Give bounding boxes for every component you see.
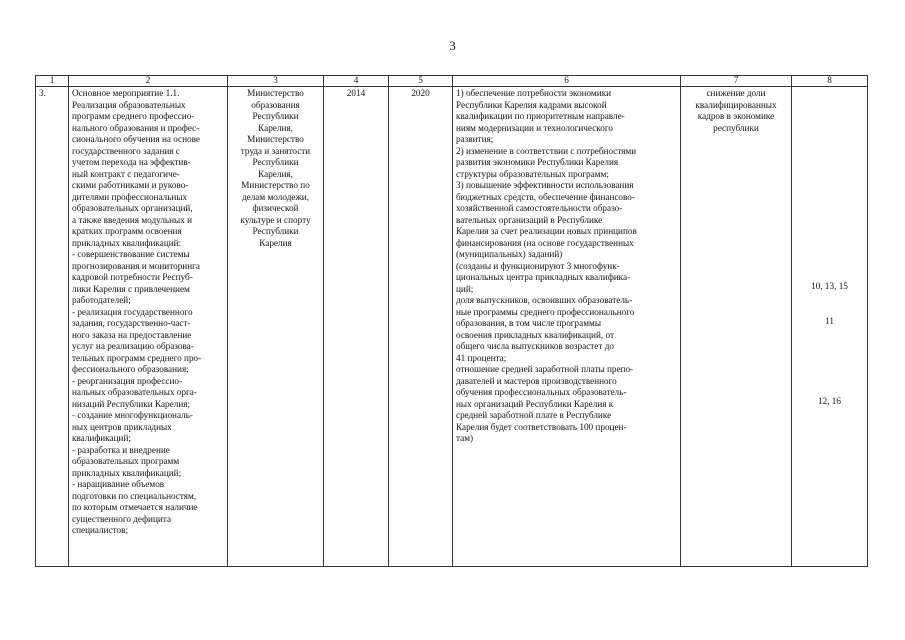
text-line: - совершенствование системы — [72, 249, 190, 259]
text-line: Реализация образовательных — [72, 99, 186, 110]
text-line: Карелия — [259, 237, 292, 248]
text-line: - наращивание объемов — [72, 479, 165, 489]
text-line: низаций Республики Карелия; — [72, 398, 191, 409]
text-line: развития; — [456, 134, 494, 144]
text-line: (муниципальных) заданий) — [456, 249, 563, 259]
text-line: ные программы среднего профессионального — [456, 306, 635, 317]
text-line: средней заработной плате в Республике — [456, 410, 612, 420]
text-line: скими работниками и руково- — [72, 180, 189, 190]
header-cell-3: 3 — [228, 76, 324, 87]
text-line: работодателей; — [72, 295, 131, 305]
page-number: 3 — [449, 38, 456, 53]
text-line: Министерство — [247, 88, 304, 98]
text-line: дителями профессиональных — [72, 191, 188, 202]
header-cell-2: 2 — [69, 76, 228, 87]
text-line: существенного дефицита — [72, 513, 172, 524]
end-year: 2020 — [389, 87, 453, 567]
text-line: кадров в экономике — [697, 111, 775, 121]
text-line: нальных образовательных орга- — [72, 387, 197, 397]
indicator-ref: 12, 16 — [818, 396, 841, 406]
expected-results — [453, 87, 681, 567]
text-line: кратких программ освоения — [72, 226, 182, 236]
text-line: кадровой потребности Респуб- — [72, 272, 193, 282]
responsible-executors — [228, 87, 324, 567]
text-line: физической — [252, 203, 299, 213]
text-line: - разработка и внедрение — [72, 444, 170, 455]
text-line: квалификации по приоритетным направле- — [456, 111, 625, 121]
text-line: хозяйственной самостоятельности образо- — [456, 203, 623, 213]
text-line: Республики — [252, 226, 299, 236]
text-line: отношение средней заработной платы препо- — [456, 364, 634, 374]
text-line: специалистов; — [72, 525, 129, 535]
text-line: Карелия будет соответствовать 100 процен- — [456, 421, 627, 432]
text-line: прикладных квалификаций; — [72, 467, 182, 478]
text-line: - реализация государственного — [72, 306, 193, 317]
text-line: а также введения модульных и — [72, 214, 193, 225]
text-line: обучения профессиональных образователь- — [456, 387, 627, 397]
consequences-of-non-implementation — [681, 87, 792, 567]
text-line: прикладных квалификаций: — [72, 237, 182, 248]
text-line: вательных организаций в Республике — [456, 214, 603, 225]
text-line: квалификаций; — [72, 433, 131, 443]
text-line: 3) повышение эффективности использования — [456, 180, 634, 190]
text-line: бюджетных средств, обеспечение финансово- — [456, 191, 635, 202]
text-line: Министерство по — [241, 180, 310, 190]
text-line: ного заказа на предоставление — [72, 329, 192, 340]
text-line: Республики — [252, 157, 299, 167]
text-line: образовательных организаций, — [72, 203, 193, 213]
text-line: Республики — [252, 111, 299, 121]
text-line: труда и занятости — [240, 145, 311, 156]
text-line: сионального обучения на основе — [72, 134, 201, 144]
text-line: там) — [456, 433, 474, 443]
text-line: развития экономики Республики Карелия — [456, 157, 619, 167]
text-line: фессионального образования; — [72, 364, 189, 374]
text-line: Республики Карелия кадрами высокой — [456, 99, 607, 110]
row-number: 3. — [36, 87, 69, 567]
text-line: квалифицированных — [695, 99, 777, 110]
text-line: (созданы и функционируют 3 многофунк- — [456, 260, 620, 271]
text-line: услуг на реализацию образова- — [72, 341, 194, 351]
text-line: давателей и мастеров производственного — [456, 375, 617, 386]
text-line: подготовки по специальностям, — [72, 490, 197, 501]
text-line: 41 процента; — [456, 352, 507, 363]
header-cell-6: 6 — [453, 76, 681, 87]
text-line: тельных программ среднего про- — [72, 352, 202, 363]
measure-description — [69, 87, 228, 567]
text-line: доля выпускников, освоивших образователь- — [456, 295, 633, 305]
text-line: 2) изменение в соответствии с потребностями — [456, 145, 637, 156]
text-line: - реорганизация профессио- — [72, 375, 183, 386]
header-row — [36, 76, 868, 87]
text-line: - создание многофункциональ- — [72, 410, 193, 420]
text-line: задания, государственно-част- — [72, 318, 191, 328]
text-line: ниям модернизации и технологического — [456, 122, 614, 133]
text-line: Карелия за счет реализации новых принципов — [456, 226, 637, 236]
text-line: ций; — [456, 283, 474, 294]
text-line: прогнозирования и мониторинга — [72, 260, 200, 271]
text-line: ный контракт с педагогиче- — [72, 168, 180, 179]
header-cell-8: 8 — [792, 76, 868, 87]
text-line: структуры образовательных программ; — [456, 168, 609, 179]
text-line: культуре и спорту — [240, 214, 311, 225]
text-line: Карелия, — [258, 122, 293, 133]
indicator-ref: 10, 13, 15 — [811, 281, 848, 291]
text-line: ных центров прикладных — [72, 421, 172, 432]
text-line: образовательных программ — [72, 456, 180, 466]
text-line: общего числа выпускников возрастет до — [456, 341, 614, 351]
header-cell-7: 7 — [681, 76, 792, 87]
text-line: Министерство — [247, 134, 304, 144]
text-line: финансирования (на основе государственных — [456, 237, 634, 248]
text-line: Основное мероприятие 1.1. — [72, 88, 180, 98]
text-line: образования — [251, 99, 300, 110]
header-cell-1: 1 — [36, 76, 69, 87]
text-line: 1) обеспечение потребности экономики — [456, 88, 612, 98]
text-line: циональных центра прикладных квалифика- — [456, 272, 631, 282]
indicator-ref: 11 — [825, 316, 834, 326]
related-indicators — [792, 87, 868, 567]
text-line: освоения прикладных квалификаций, от — [456, 329, 614, 340]
text-line: государственного задания с — [72, 145, 180, 156]
header-cell-4: 4 — [324, 76, 389, 87]
text-line: снижение доли — [706, 88, 766, 98]
text-line: Карелия, — [258, 168, 293, 179]
text-line: по которым отмечается наличие — [72, 502, 198, 512]
text-line: ных организаций Республики Карелия к — [456, 398, 614, 409]
text-line: лики Карелия с привлечением — [72, 283, 190, 294]
text-line: делам молодежи, — [241, 191, 310, 202]
start-year: 2014 — [324, 87, 389, 567]
measures-table — [35, 75, 868, 567]
header-cell-5: 5 — [389, 76, 453, 87]
text-line: образования, в том числе программы — [456, 318, 602, 328]
table-row — [36, 87, 868, 567]
text-line: учетом перехода на эффектив- — [72, 157, 191, 167]
text-line: нального образования и профес- — [72, 122, 200, 133]
text-line: программ среднего профессио- — [72, 111, 195, 121]
text-line: республики — [713, 122, 759, 133]
